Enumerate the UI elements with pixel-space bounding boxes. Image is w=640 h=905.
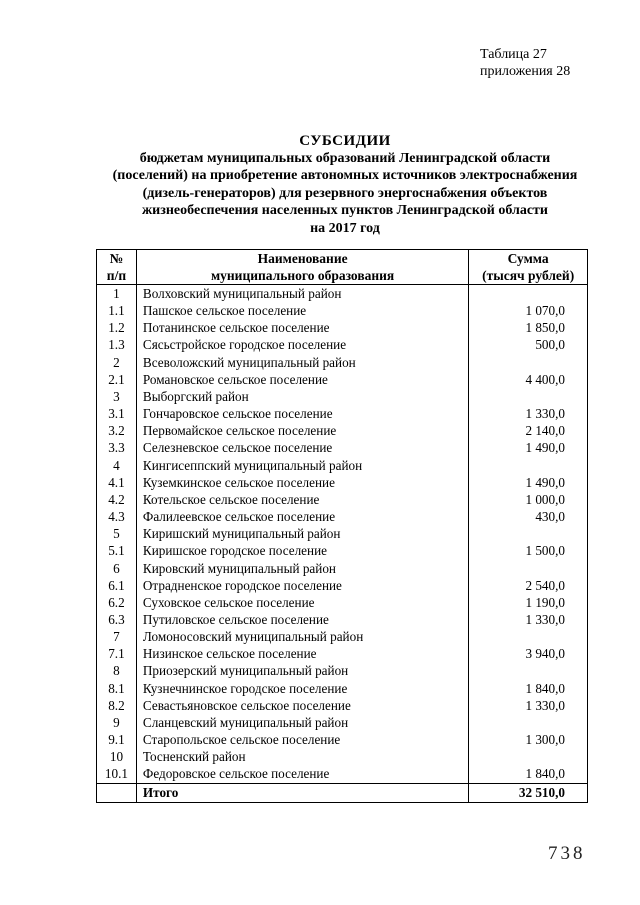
row-sum: 430,0 [469,508,588,525]
title-line-3: (дизель-генераторов) для резервного энергоснабжения объектов [142,185,548,201]
table-reference [480,46,570,80]
table-row [97,731,588,748]
row-name: Фалилеевское сельское поселение [136,508,468,525]
row-name: Всеволожский муниципальный район [136,354,468,371]
row-name: Низинское сельское поселение [136,645,468,662]
row-sum: 1 840,0 [469,680,588,697]
row-sum: 1 850,0 [469,319,588,336]
row-number: 1.2 [97,319,137,336]
row-number: 8.1 [97,680,137,697]
row-sum: 1 490,0 [469,439,588,456]
row-sum: 1 330,0 [469,611,588,628]
row-sum: 4 400,0 [469,371,588,388]
row-number: 1.3 [97,336,137,353]
row-sum: 1 500,0 [469,542,588,559]
row-name: Киришское городское поселение [136,542,468,559]
row-sum [469,628,588,645]
header-num [97,250,137,285]
table-row [97,594,588,611]
row-number: 6.3 [97,611,137,628]
title-line-5: на 2017 год [310,220,380,236]
table-row [97,371,588,388]
row-number: 8.2 [97,697,137,714]
row-number: 8 [97,662,137,679]
table-row [97,560,588,577]
row-number: 4 [97,457,137,474]
table-row [97,285,588,303]
row-sum [469,560,588,577]
row-sum [469,354,588,371]
row-number: 5.1 [97,542,137,559]
row-sum: 2 140,0 [469,422,588,439]
table-number: Таблица 27 [480,47,547,62]
row-sum [469,748,588,765]
table-row [97,405,588,422]
table-row [97,697,588,714]
table-row [97,525,588,542]
table-row [97,680,588,697]
header-name [136,250,468,285]
row-number: 9 [97,714,137,731]
header-sum-line2: (тысяч рублей) [482,268,575,283]
row-name: Федоровское сельское поселение [136,765,468,783]
row-sum: 1 000,0 [469,491,588,508]
row-name: Старопольское сельское поселение [136,731,468,748]
row-name: Сясьстройское городское поселение [136,336,468,353]
header-num-line1: № [109,251,124,266]
row-number: 3.1 [97,405,137,422]
row-sum: 1 330,0 [469,697,588,714]
row-sum [469,388,588,405]
table-row [97,714,588,731]
subsidies-table [96,249,588,803]
row-sum: 1 070,0 [469,302,588,319]
table-row [97,645,588,662]
table-row [97,354,588,371]
row-name: Путиловское сельское поселение [136,611,468,628]
table-row [97,474,588,491]
row-name: Кировский муниципальный район [136,560,468,577]
row-number: 3.2 [97,422,137,439]
row-number: 7.1 [97,645,137,662]
row-name: Романовское сельское поселение [136,371,468,388]
header-sum-line1: Сумма [507,251,549,266]
table-header-row [97,250,588,285]
row-name: Потанинское сельское поселение [136,319,468,336]
row-sum: 1 330,0 [469,405,588,422]
row-number: 10 [97,748,137,765]
row-number: 6 [97,560,137,577]
table-row [97,765,588,783]
row-number: 4.3 [97,508,137,525]
table-row [97,457,588,474]
row-number: 4.1 [97,474,137,491]
table-row [97,611,588,628]
header-name-line1: Наименование [257,251,348,266]
row-name: Севастьяновское сельское поселение [136,697,468,714]
title-main: СУБСИДИИ [299,133,391,149]
row-sum [469,457,588,474]
row-number: 9.1 [97,731,137,748]
row-name: Куземкинское сельское поселение [136,474,468,491]
total-sum: 32 510,0 [469,783,588,802]
total-label: Итого [136,783,468,802]
row-name: Селезневское сельское поселение [136,439,468,456]
title-line-2: (поселений) на приобретение автономных источников электроснабжения [112,168,578,184]
row-name: Кингисеппский муниципальный район [136,457,468,474]
table-row [97,439,588,456]
row-sum: 1 300,0 [469,731,588,748]
row-sum: 1 190,0 [469,594,588,611]
row-name: Котельское сельское поселение [136,491,468,508]
table-row [97,577,588,594]
row-sum: 2 540,0 [469,577,588,594]
row-number: 10.1 [97,765,137,783]
row-sum [469,285,588,303]
appendix-number: приложения 28 [480,64,571,79]
row-sum: 1 840,0 [469,765,588,783]
row-name: Волховский муниципальный район [136,285,468,303]
table-row [97,491,588,508]
title-line-1: бюджетам муниципальных образований Ленинградской области [139,151,551,166]
row-sum [469,714,588,731]
row-number: 2.1 [97,371,137,388]
row-number: 4.2 [97,491,137,508]
table-row [97,542,588,559]
row-name: Отрадненское городское поселение [136,577,468,594]
row-number: 1 [97,285,137,303]
row-name: Тосненский район [136,748,468,765]
header-sum [469,250,588,285]
row-name: Киришский муниципальный район [136,525,468,542]
row-sum: 3 940,0 [469,645,588,662]
row-name: Сланцевский муниципальный район [136,714,468,731]
row-number: 7 [97,628,137,645]
total-num [97,783,137,802]
table-row [97,336,588,353]
row-number: 5 [97,525,137,542]
row-name: Первомайское сельское поселение [136,422,468,439]
total-row [97,783,588,802]
header-name-line2: муниципального образования [210,268,395,283]
row-sum: 1 490,0 [469,474,588,491]
table-row [97,302,588,319]
row-sum [469,662,588,679]
header-num-line2: п/п [106,268,127,283]
row-name: Кузнечнинское городское поселение [136,680,468,697]
table-row [97,422,588,439]
row-number: 1.1 [97,302,137,319]
row-number: 3 [97,388,137,405]
row-name: Гончаровское сельское поселение [136,405,468,422]
row-name: Выборгский район [136,388,468,405]
table-row [97,508,588,525]
document-title [100,132,590,237]
table-row [97,319,588,336]
row-number: 2 [97,354,137,371]
page-number: 738 [548,843,586,864]
row-number: 6.2 [97,594,137,611]
row-sum [469,525,588,542]
row-name: Приозерский муниципальный район [136,662,468,679]
table-row [97,388,588,405]
table-row [97,748,588,765]
title-line-4: жизнеобеспечения населенных пунктов Ленинградской области [142,203,548,219]
row-number: 6.1 [97,577,137,594]
row-name: Пашское сельское поселение [136,302,468,319]
row-sum: 500,0 [469,336,588,353]
table-row [97,628,588,645]
row-name: Суховское сельское поселение [136,594,468,611]
row-number: 3.3 [97,439,137,456]
table-row [97,662,588,679]
row-name: Ломоносовский муниципальный район [136,628,468,645]
